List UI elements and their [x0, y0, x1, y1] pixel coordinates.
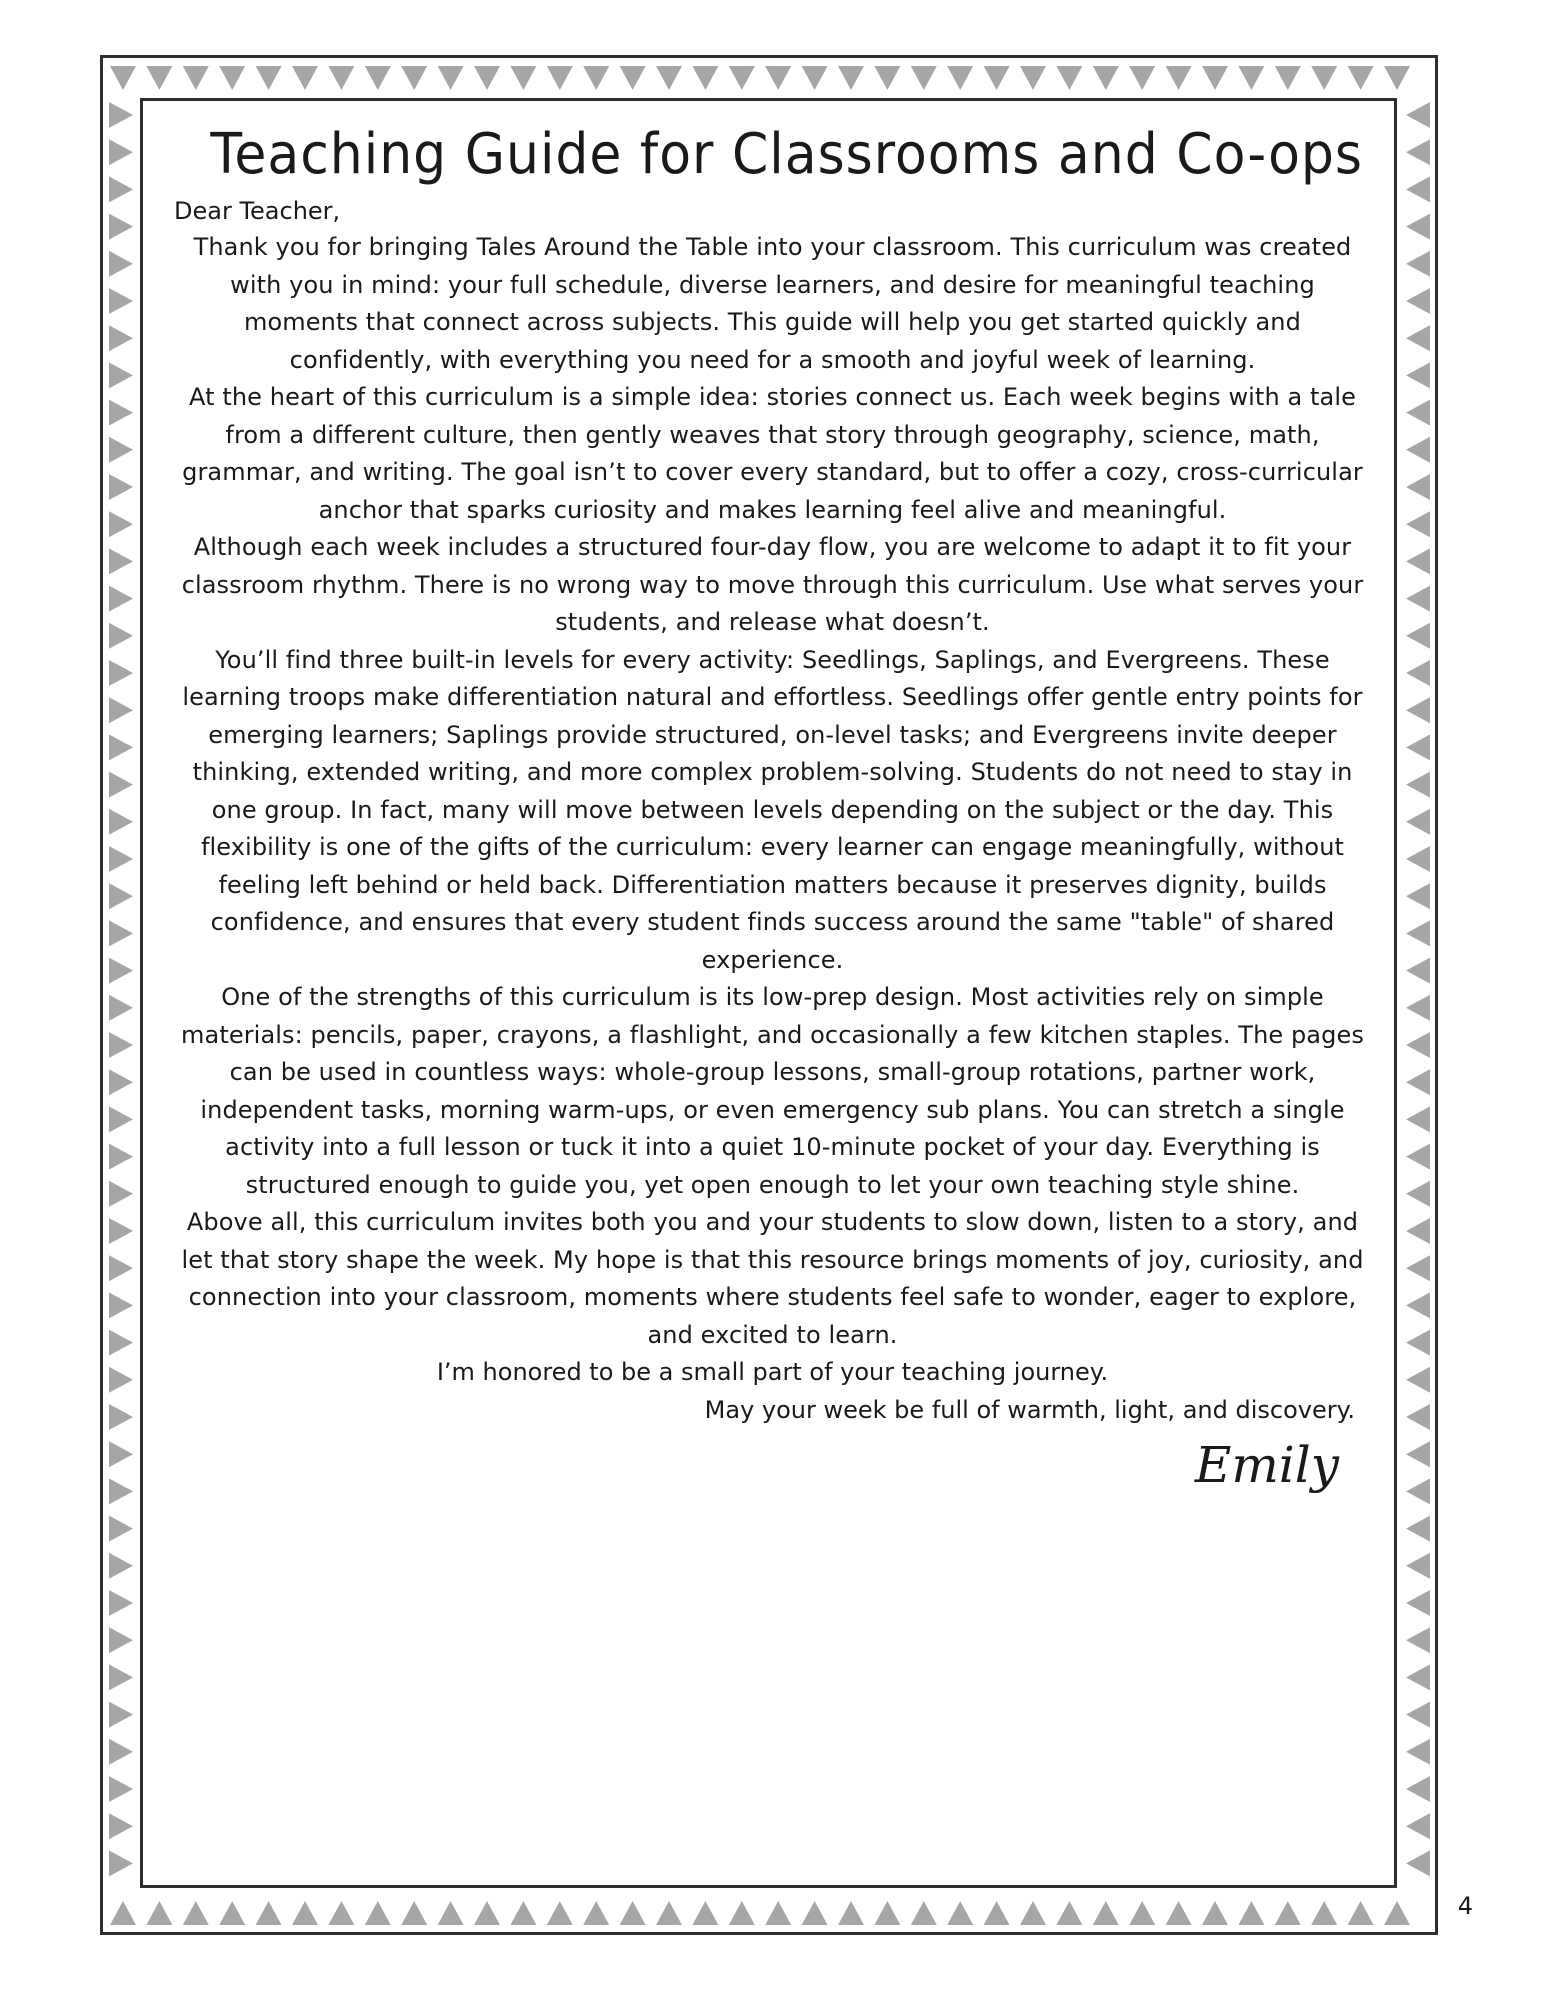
- triangle-icon: [109, 1330, 133, 1356]
- triangle-icon: [109, 1144, 133, 1170]
- triangle-icon: [1406, 474, 1430, 500]
- triangle-icon: [583, 66, 609, 90]
- triangle-icon: [109, 474, 133, 500]
- triangle-icon: [401, 1901, 427, 1925]
- triangle-icon: [1406, 995, 1430, 1021]
- triangle-icon: [474, 66, 500, 90]
- triangle-icon: [109, 1255, 133, 1281]
- triangle-icon: [146, 66, 172, 90]
- triangle-icon: [1406, 1292, 1430, 1318]
- triangle-icon: [256, 66, 282, 90]
- triangle-icon: [620, 1901, 646, 1925]
- triangle-icon: [620, 66, 646, 90]
- triangle-icon: [109, 1516, 133, 1542]
- triangle-icon: [109, 1181, 133, 1207]
- triangle-icon: [1056, 1901, 1082, 1925]
- triangle-icon: [1384, 1901, 1410, 1925]
- triangle-icon: [1384, 66, 1410, 90]
- triangle-icon: [109, 102, 133, 128]
- triangle-icon: [838, 1901, 864, 1925]
- triangle-icon: [802, 1901, 828, 1925]
- triangle-icon: [1129, 66, 1155, 90]
- triangle-icon: [1406, 1255, 1430, 1281]
- triangle-border-top: [103, 58, 1435, 96]
- triangle-icon: [765, 66, 791, 90]
- triangle-icon: [109, 511, 133, 537]
- triangle-icon: [474, 1901, 500, 1925]
- triangle-icon: [109, 1776, 133, 1802]
- triangle-icon: [1406, 511, 1430, 537]
- triangle-icon: [1406, 958, 1430, 984]
- triangle-icon: [109, 1032, 133, 1058]
- triangle-icon: [1020, 66, 1046, 90]
- triangle-icon: [110, 1901, 136, 1925]
- triangle-icon: [1406, 1516, 1430, 1542]
- triangle-icon: [984, 66, 1010, 90]
- triangle-icon: [1406, 623, 1430, 649]
- triangle-icon: [1406, 734, 1430, 760]
- triangle-icon: [1406, 1553, 1430, 1579]
- triangle-icon: [692, 1901, 718, 1925]
- triangle-icon: [874, 1901, 900, 1925]
- triangle-icon: [1348, 66, 1374, 90]
- triangle-icon: [1275, 1901, 1301, 1925]
- letter-content: [170, 105, 1375, 1875]
- triangle-icon: [109, 586, 133, 612]
- triangle-icon: [984, 1901, 1010, 1925]
- triangle-icon: [109, 400, 133, 426]
- triangle-border-bottom: [103, 1893, 1435, 1931]
- triangle-icon: [109, 772, 133, 798]
- triangle-border-left: [103, 98, 139, 1888]
- triangle-icon: [109, 995, 133, 1021]
- triangle-icon: [109, 697, 133, 723]
- triangle-icon: [109, 846, 133, 872]
- triangle-icon: [1406, 1813, 1430, 1839]
- paragraph-intro: Thank you for bringing Tales Around the Table into your classroom. This curriculum was created with you in mind: your full schedule, diverse learners, and desire for meaningful teaching moments that connect across subjects. This guide will help you get started quickly and confidently, with everything you need for a smooth and joyful week of learning.: [193, 233, 1352, 374]
- paragraph-flow: Although each week includes a structured four-day flow, you are welcome to adapt it to fit your classroom rhythm. There is no wrong way to move through this curriculum. Use what serves your students, and release what doesn’t.: [181, 533, 1364, 636]
- triangle-icon: [510, 1901, 536, 1925]
- triangle-icon: [109, 548, 133, 574]
- triangle-icon: [1406, 1590, 1430, 1616]
- triangle-icon: [109, 437, 133, 463]
- triangle-icon: [365, 66, 391, 90]
- triangle-icon: [109, 809, 133, 835]
- triangle-icon: [1406, 102, 1430, 128]
- triangle-icon: [1406, 1627, 1430, 1653]
- triangle-icon: [109, 623, 133, 649]
- triangle-icon: [109, 883, 133, 909]
- triangle-icon: [1275, 66, 1301, 90]
- triangle-icon: [1406, 586, 1430, 612]
- triangle-icon: [109, 660, 133, 686]
- triangle-icon: [765, 1901, 791, 1925]
- triangle-icon: [1166, 66, 1192, 90]
- triangle-icon: [109, 288, 133, 314]
- triangle-icon: [729, 1901, 755, 1925]
- triangle-icon: [1406, 1441, 1430, 1467]
- triangle-icon: [401, 66, 427, 90]
- triangle-icon: [1406, 1478, 1430, 1504]
- triangle-icon: [109, 1664, 133, 1690]
- triangle-icon: [109, 1627, 133, 1653]
- triangle-icon: [1406, 1106, 1430, 1132]
- triangle-icon: [109, 1553, 133, 1579]
- page-number: 4: [1457, 1892, 1473, 1920]
- triangle-icon: [1406, 139, 1430, 165]
- triangle-icon: [1202, 1901, 1228, 1925]
- triangle-icon: [1406, 251, 1430, 277]
- triangle-icon: [1406, 1367, 1430, 1393]
- triangle-icon: [1406, 288, 1430, 314]
- triangle-icon: [1406, 1776, 1430, 1802]
- triangle-icon: [256, 1901, 282, 1925]
- signature: Emily: [1194, 1436, 1339, 1494]
- triangle-icon: [911, 1901, 937, 1925]
- triangle-icon: [1406, 660, 1430, 686]
- triangle-icon: [109, 176, 133, 202]
- triangle-icon: [219, 1901, 245, 1925]
- triangle-icon: [1129, 1901, 1155, 1925]
- triangle-icon: [947, 66, 973, 90]
- triangle-icon: [1406, 1218, 1430, 1244]
- triangle-icon: [109, 1069, 133, 1095]
- triangle-icon: [1406, 883, 1430, 909]
- triangle-icon: [1093, 1901, 1119, 1925]
- triangle-icon: [109, 1441, 133, 1467]
- triangle-icon: [328, 66, 354, 90]
- triangle-icon: [219, 66, 245, 90]
- triangle-icon: [109, 1106, 133, 1132]
- triangle-icon: [729, 66, 755, 90]
- triangle-icon: [1238, 1901, 1264, 1925]
- triangle-icon: [1406, 1144, 1430, 1170]
- triangle-icon: [328, 1901, 354, 1925]
- triangle-icon: [1406, 809, 1430, 835]
- triangle-icon: [692, 66, 718, 90]
- triangle-icon: [1406, 362, 1430, 388]
- triangle-icon: [1348, 1901, 1374, 1925]
- triangle-icon: [1406, 176, 1430, 202]
- triangle-icon: [911, 66, 937, 90]
- triangle-icon: [874, 66, 900, 90]
- triangle-icon: [838, 66, 864, 90]
- triangle-icon: [109, 251, 133, 277]
- triangle-icon: [292, 66, 318, 90]
- triangle-icon: [109, 920, 133, 946]
- triangle-icon: [109, 214, 133, 240]
- triangle-icon: [947, 1901, 973, 1925]
- triangle-icon: [109, 734, 133, 760]
- triangle-icon: [656, 1901, 682, 1925]
- closing-wish: May your week be full of warmth, light, and discovery.: [704, 1395, 1355, 1424]
- triangle-icon: [109, 139, 133, 165]
- triangle-icon: [1406, 1032, 1430, 1058]
- triangle-icon: [1406, 1181, 1430, 1207]
- triangle-icon: [109, 1739, 133, 1765]
- triangle-icon: [1406, 920, 1430, 946]
- triangle-icon: [146, 1901, 172, 1925]
- triangle-border-right: [1400, 98, 1436, 1888]
- triangle-icon: [1406, 1739, 1430, 1765]
- triangle-icon: [109, 1292, 133, 1318]
- triangle-icon: [438, 66, 464, 90]
- triangle-icon: [1238, 66, 1264, 90]
- triangle-icon: [1311, 66, 1337, 90]
- triangle-icon: [1406, 1664, 1430, 1690]
- triangle-icon: [1406, 214, 1430, 240]
- triangle-icon: [109, 1590, 133, 1616]
- triangle-icon: [802, 66, 828, 90]
- triangle-icon: [1406, 437, 1430, 463]
- triangle-icon: [510, 66, 536, 90]
- triangle-icon: [365, 1901, 391, 1925]
- triangle-icon: [1406, 846, 1430, 872]
- triangle-icon: [1406, 1850, 1430, 1876]
- triangle-icon: [438, 1901, 464, 1925]
- triangle-icon: [1020, 1901, 1046, 1925]
- paragraph-heart: At the heart of this curriculum is a simple idea: stories connect us. Each week begins with a tale from a different culture, then gently weaves that story through geography, science, math, grammar, and writing. The goal isn’t to cover every standard, but to offer a cozy, cross-curricular anchor that sparks curiosity and makes learning feel alive and meaningful.: [182, 383, 1363, 524]
- triangle-icon: [1056, 66, 1082, 90]
- triangle-icon: [1406, 1330, 1430, 1356]
- triangle-icon: [1406, 400, 1430, 426]
- paragraph-low-prep: One of the strengths of this curriculum is its low-prep design. Most activities rely on simple materials: pencils, paper, crayons, a flashlight, and occasionally a few kitchen staples. The pages can be used in countless ways: whole-group lessons, small-group rotations, partner work, independent tasks, morning warm-ups, or even emergency sub plans. You can stretch a single activity into a full lesson or tuck it into a quiet 10-minute pocket of your day. Everything is structured enough to guide you, yet open enough to let your own teaching style shine.: [181, 983, 1364, 1199]
- triangle-icon: [1406, 548, 1430, 574]
- triangle-icon: [1406, 1069, 1430, 1095]
- greeting: Dear Teacher,: [174, 197, 341, 225]
- closing-line: I’m honored to be a small part of your teaching journey.: [436, 1358, 1109, 1386]
- triangle-icon: [109, 1218, 133, 1244]
- triangle-icon: [1093, 66, 1119, 90]
- triangle-icon: [547, 66, 573, 90]
- triangle-icon: [547, 1901, 573, 1925]
- triangle-icon: [109, 1702, 133, 1728]
- triangle-icon: [1406, 772, 1430, 798]
- triangle-icon: [109, 1404, 133, 1430]
- paragraph-levels: You’ll find three built-in levels for every activity: Seedlings, Saplings, and Evergreens. These learning troops make differentiation natural and effortless. Seedlings offer gentle entry points for emerging learners; Saplings provide structured, on-level tasks; and Evergreens invite deeper thinking, extended writing, and more complex problem-solving. Students do not need to stay in one group. In fact, many will move between levels depending on the subject or the day. This flexibility is one of the gifts of the curriculum: every learner can engage meaningfully, without feeling left behind or held back. Differentiation matters because it preserves dignity, builds confidence, and ensures that every student finds success around the same "table" of shared experience.: [182, 645, 1363, 974]
- triangle-icon: [1406, 697, 1430, 723]
- triangle-icon: [1406, 1404, 1430, 1430]
- triangle-icon: [109, 362, 133, 388]
- triangle-icon: [109, 325, 133, 351]
- triangle-icon: [109, 958, 133, 984]
- triangle-icon: [1311, 1901, 1337, 1925]
- triangle-icon: [109, 1478, 133, 1504]
- triangle-icon: [183, 1901, 209, 1925]
- triangle-icon: [583, 1901, 609, 1925]
- triangle-icon: [183, 66, 209, 90]
- paragraph-above-all: Above all, this curriculum invites both you and your students to slow down, listen to a story, and let that story shape the week. My hope is that this resource brings moments of joy, curiosity, and connection into your classroom, moments where students feel safe to wonder, eager to explore, and excited to learn.: [181, 1208, 1364, 1349]
- triangle-icon: [109, 1850, 133, 1876]
- triangle-icon: [292, 1901, 318, 1925]
- triangle-icon: [1202, 66, 1228, 90]
- triangle-icon: [1406, 1702, 1430, 1728]
- triangle-icon: [110, 66, 136, 90]
- page-title: Teaching Guide for Classrooms and Co-ops: [210, 122, 1363, 188]
- triangle-icon: [109, 1367, 133, 1393]
- triangle-icon: [109, 1813, 133, 1839]
- triangle-icon: [656, 66, 682, 90]
- triangle-icon: [1166, 1901, 1192, 1925]
- triangle-icon: [1406, 325, 1430, 351]
